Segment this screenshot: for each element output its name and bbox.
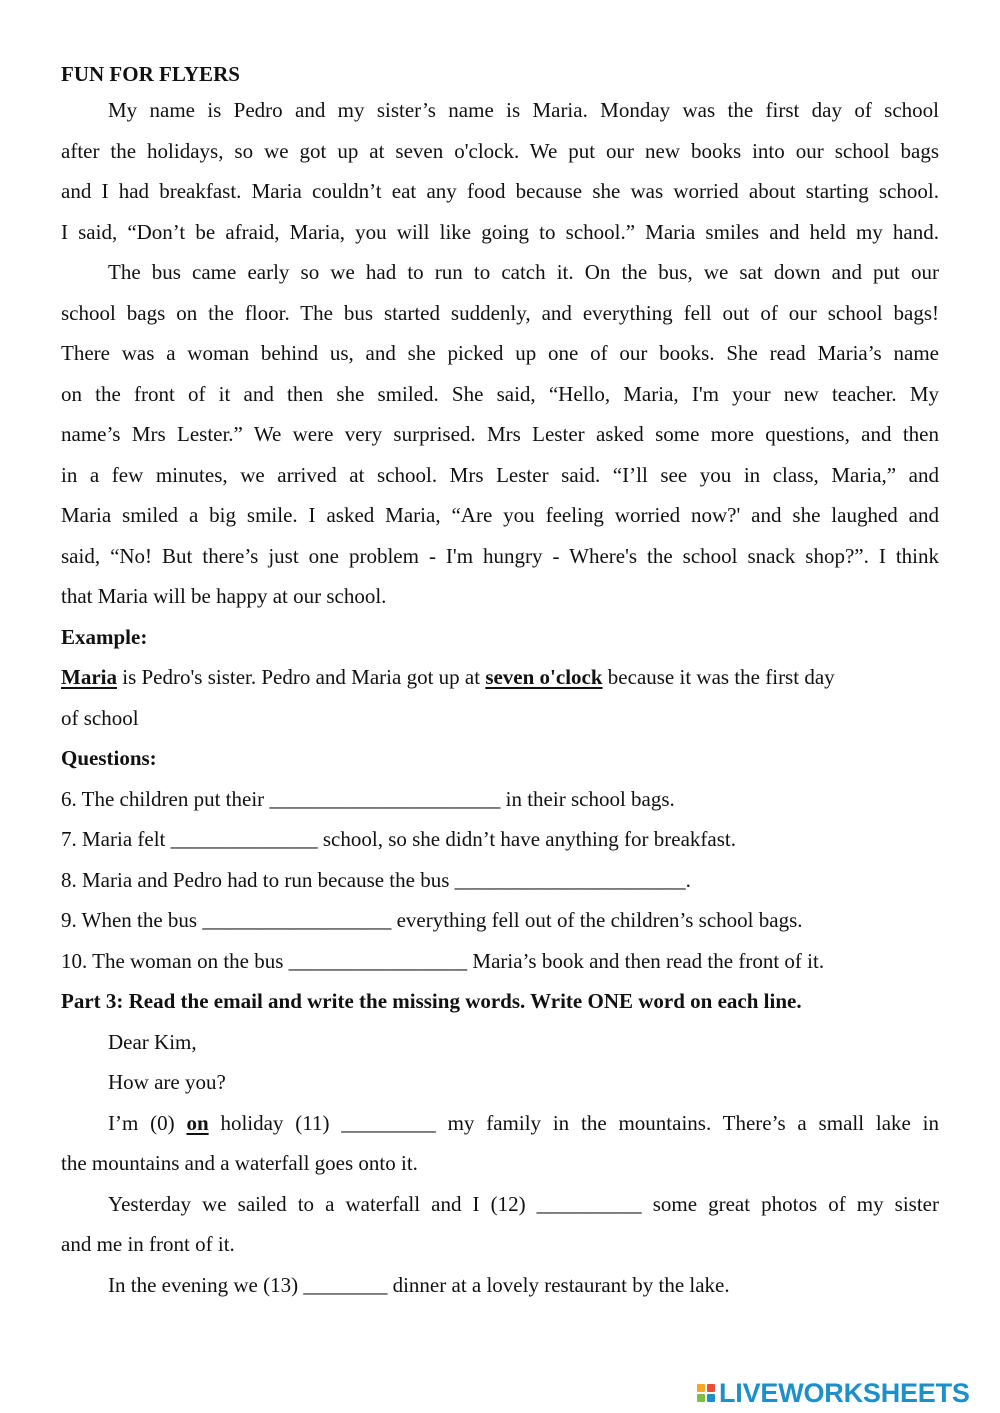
question-6: 6. The children put their ______________________ in their school bags. xyxy=(61,786,675,811)
logo-square-icon xyxy=(697,1394,705,1402)
story-line: Maria smiled a big smile. I asked Maria, “Are you feeling worried now?' and she laughed and xyxy=(61,503,939,527)
email-line: How are you? xyxy=(108,1070,226,1094)
logo-grid-icon xyxy=(697,1384,715,1402)
story-paragraph-2 xyxy=(61,252,939,617)
example-line xyxy=(61,657,939,698)
email-example-answer: on xyxy=(186,1110,209,1135)
example-answer: seven o'clock xyxy=(485,665,603,689)
story-paragraph-1 xyxy=(61,90,939,252)
part3-heading: Part 3: Read the email and write the missing words. Write ONE word on each line. xyxy=(61,989,802,1013)
example-answer: Maria xyxy=(61,665,117,689)
email-line: Yesterday we sailed to a waterfall and I (12) __________ some great photos of my sister xyxy=(108,1191,939,1216)
story-line: after the holidays, so we got up at seven o'clock. We put our new books into our school bags xyxy=(61,138,939,163)
liveworksheets-logo xyxy=(697,1375,970,1411)
example-text: is Pedro's sister. Pedro and Maria got up at xyxy=(116,665,486,689)
question-8: 8. Maria and Pedro had to run because the bus ______________________. xyxy=(61,867,691,892)
story-line: There was a woman behind us, and she picked up one of our books. She read Maria’s name xyxy=(61,341,939,365)
email-line: In the evening we (13) ________ dinner at a lovely restaurant by the lake. xyxy=(108,1272,730,1297)
logo-square-icon xyxy=(707,1384,715,1392)
story-line: My name is Pedro and my sister’s name is Maria. Monday was the first day of school xyxy=(108,98,939,122)
email-greeting: Dear Kim, xyxy=(108,1029,197,1054)
example-text: because it was the first day xyxy=(602,665,835,689)
story-line: that Maria will be happy at our school. xyxy=(61,584,387,608)
logo-square-icon xyxy=(707,1394,715,1402)
story-line: in a few minutes, we arrived at school. Mrs Lester said. “I’ll see you in class, Maria,” and xyxy=(61,462,939,487)
question-10: 10. The woman on the bus _________________ Maria’s book and then read the front of it. xyxy=(61,948,825,973)
question-7: 7. Maria felt ______________ school, so she didn’t have anything for breakfast. xyxy=(61,827,736,851)
logo-square-icon xyxy=(697,1384,705,1392)
story-line: on the front of it and then she smiled. She said, “Hello, Maria, I'm your new teacher. My xyxy=(61,381,939,406)
story-line: I said, “Don’t be afraid, Maria, you will like going to school.” Maria smiles and held my hand. xyxy=(61,219,939,244)
email-text: I’m (0) xyxy=(108,1110,187,1135)
story-line: name’s Mrs Lester.” We were very surprised. Mrs Lester asked some more questions, and then xyxy=(61,422,939,446)
email-line xyxy=(61,1103,939,1144)
worksheet-title: FUN FOR FLYERS xyxy=(61,62,240,86)
example-line-2: of school xyxy=(61,705,139,730)
example-heading: Example: xyxy=(61,624,148,649)
story-line: and I had breakfast. Maria couldn’t eat any food because she was worried about starting school. xyxy=(61,179,939,203)
story-line: said, “No! But there’s just one problem - I'm hungry - Where's the school snack shop?”. I think xyxy=(61,543,939,568)
question-9: 9. When the bus __________________ everything fell out of the children’s school bags. xyxy=(61,908,803,932)
story-line: school bags on the floor. The bus started suddenly, and everything fell out of our school bags! xyxy=(61,300,939,325)
logo-text: LIVEWORKSHEETS xyxy=(719,1377,970,1408)
email-line: the mountains and a waterfall goes onto it. xyxy=(61,1151,418,1175)
questions-heading: Questions: xyxy=(61,746,157,770)
email-text: holiday (11) _________ my family in the mountains. There’s a small lake in xyxy=(208,1110,939,1135)
story-line: The bus came early so we had to run to catch it. On the bus, we sat down and put our xyxy=(108,260,939,284)
email-line: and me in front of it. xyxy=(61,1232,235,1256)
worksheet-page xyxy=(61,58,939,1305)
